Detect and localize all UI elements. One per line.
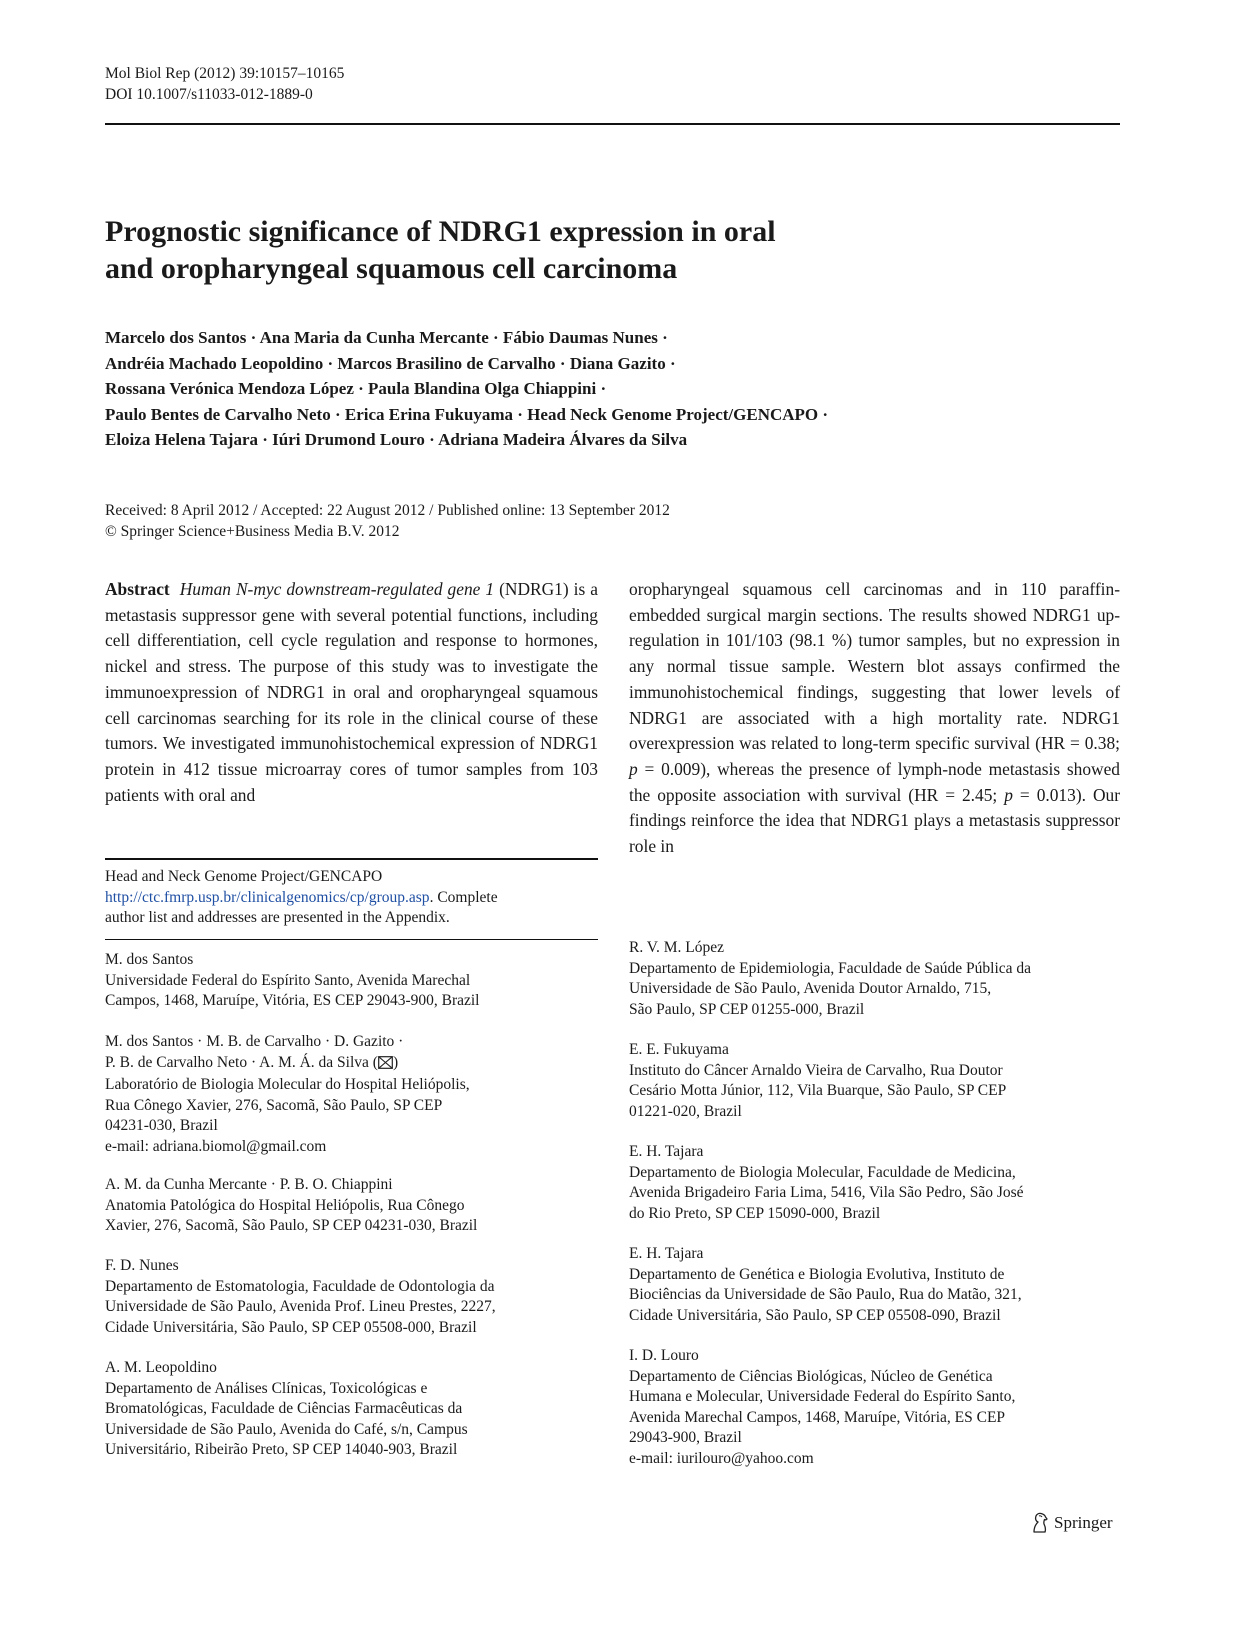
affiliation-block (629, 1244, 1120, 1326)
affiliation-line: Humana e Molecular, Universidade Federal do Espírito Santo, (629, 1388, 1016, 1406)
springer-horse-icon (1030, 1512, 1050, 1534)
affiliation-line: Departamento de Análises Clínicas, Toxicológicas e (105, 1379, 428, 1397)
affiliation-line: Cesário Motta Júnior, 112, Vila Buarque, São Paulo, SP CEP (629, 1082, 1007, 1100)
affiliation-block (105, 950, 598, 1012)
journal-header (105, 63, 344, 105)
authors-line-1: Marcelo dos Santos · Ana Maria da Cunha Mercante · Fábio Daumas Nunes · (105, 328, 668, 347)
email: e-mail: adriana.biomol@gmail.com (105, 1137, 327, 1155)
footnote-line-1: Head and Neck Genome Project/GENCAPO (105, 868, 383, 885)
footnote-rule-bottom (105, 939, 598, 940)
affiliation-line: Universidade Federal do Espírito Santo, Avenida Marechal (105, 971, 471, 989)
affiliation-line: Departamento de Ciências Biológicas, Núcleo de Genética (629, 1367, 993, 1385)
authors-line-3: Rossana Verónica Mendoza López · Paula Blandina Olga Chiappini · (105, 379, 607, 399)
affiliation-line: Universidade de São Paulo, Avenida do Café, s/n, Campus (105, 1420, 468, 1438)
affiliation-block (629, 1142, 1120, 1224)
affiliation-block (105, 1358, 598, 1461)
header-rule (105, 123, 1120, 125)
abstract-gene-name: Human N-myc downstream-regulated gene 1 (179, 579, 495, 599)
affiliation-line: Departamento de Genética e Biologia Evolutiva, Instituto de (629, 1265, 1005, 1283)
affiliation-line: Cidade Universitária, São Paulo, SP CEP 05508-090, Brazil (629, 1306, 1001, 1324)
affiliation-names: E. E. Fukuyama (629, 1041, 729, 1058)
affiliation-names: M. dos Santos · M. B. de Carvalho · D. Gazito · (105, 1033, 404, 1050)
affiliation-line: Avenida Marechal Campos, 1468, Maruípe, Vitória, ES CEP (629, 1408, 1006, 1426)
affiliation-block (105, 1032, 598, 1158)
authors-line-4: Paulo Bentes de Carvalho Neto · Erica Erina Fukuyama · Head Neck Genome Project/GENCAPO · (105, 404, 829, 424)
publisher-name: Springer (1054, 1513, 1113, 1532)
affiliation-names: A. M. da Cunha Mercante · P. B. O. Chiappini (105, 1176, 393, 1193)
affiliation-line: 01221-020, Brazil (629, 1102, 742, 1120)
p-value-symbol-2: p (1004, 784, 1013, 805)
affiliation-names: I. D. Louro (629, 1347, 699, 1364)
affiliation-line: Campos, 1468, Maruípe, Vitória, ES CEP 29043-900, Brazil (105, 992, 480, 1010)
abstract-right-text-a: oropharyngeal squamous cell carcinomas and in 110 paraffin-embedded surgical margin sections. The results showed NDRG1 up-regulation in 101/103 (98.1 %) tumor samples, but no expression in any normal tissue sample. Western blot assays confirmed the immunohistochemical findings, suggesting that lower levels of NDRG1 are associated with a high mortality rate. NDRG1 overexpression was related to long-term specific survival (HR = 0.38; (629, 579, 1120, 754)
affiliation-line: Anatomia Patológica do Hospital Heliópolis, Rua Cônego (105, 1196, 465, 1214)
affiliation-names-2: P. B. de Carvalho Neto · A. M. Á. da Silva ( ) (105, 1053, 598, 1076)
abstract-right-text-c: = 0.013). Our findings reinforce the idea that NDRG1 plays a metastasis suppressor role in (629, 784, 1120, 857)
abstract-right-column (629, 577, 1120, 860)
affiliation-names: E. H. Tajara (629, 1245, 704, 1262)
title-line-1: Prognostic significance of NDRG1 expression in oral (105, 215, 776, 248)
affiliation-names: A. M. Leopoldino (105, 1359, 217, 1376)
gencapo-link[interactable]: http://ctc.fmrp.usp.br/clinicalgenomics/cp/group.asp (105, 888, 430, 906)
affiliation-line: Rua Cônego Xavier, 276, Sacomã, São Paulo, SP CEP (105, 1096, 443, 1114)
dates-line: Received: 8 April 2012 / Accepted: 22 August 2012 / Published online: 13 September 2012 (105, 502, 670, 519)
affiliation-block (105, 1256, 598, 1338)
authors-line-2: Andréia Machado Leopoldino · Marcos Brasilino de Carvalho · Diana Gazito · (105, 353, 676, 373)
affiliation-line: Universitário, Ribeirão Preto, SP CEP 14040-903, Brazil (105, 1441, 458, 1459)
affiliation-line: Universidade de São Paulo, Avenida Prof. Lineu Prestes, 2227, (105, 1298, 496, 1316)
affiliation-line: Bromatológicas, Faculdade de Ciências Farmacêuticas da (105, 1400, 463, 1418)
affiliation-names: F. D. Nunes (105, 1257, 179, 1274)
affiliation-line: Avenida Brigadeiro Faria Lima, 5416, Vila São Pedro, São José (629, 1184, 1024, 1202)
affiliation-names: M. dos Santos (105, 951, 194, 968)
publisher-logo (1030, 1512, 1113, 1534)
title-line-2: and oropharyngeal squamous cell carcinoma (105, 252, 678, 285)
affiliation-line: São Paulo, SP CEP 01255-000, Brazil (629, 1000, 865, 1018)
paper-title (105, 213, 1105, 287)
abstract-right-text-b: = 0.009), whereas the presence of lymph-node metastasis showed the opposite association with survival (HR = 2.45; (629, 758, 1120, 805)
affiliation-line: Departamento de Estomatologia, Faculdade de Odontologia da (105, 1277, 495, 1295)
email: e-mail: iurilouro@yahoo.com (629, 1449, 814, 1467)
footnote-line-2 (105, 888, 598, 909)
copyright-line: © Springer Science+Business Media B.V. 2012 (105, 523, 400, 540)
author-list (105, 325, 828, 453)
affiliation-line: Cidade Universitária, São Paulo, SP CEP 05508-000, Brazil (105, 1318, 477, 1336)
footnote (105, 867, 598, 929)
footnote-after-link: . Complete (429, 888, 498, 906)
envelope-icon (378, 1055, 393, 1076)
affiliation-line: Universidade de São Paulo, Avenida Doutor Arnaldo, 715, (629, 980, 992, 998)
abstract-left-column (105, 577, 598, 808)
affiliation-line: Laboratório de Biologia Molecular do Hospital Heliópolis, (105, 1076, 470, 1094)
doi: DOI 10.1007/s11033-012-1889-0 (105, 86, 313, 103)
affiliation-line: do Rio Preto, SP CEP 15090-000, Brazil (629, 1204, 881, 1222)
publication-dates (105, 500, 670, 542)
abstract-label: Abstract (105, 579, 170, 599)
affiliation-block (629, 1346, 1120, 1470)
affiliation-line: Departamento de Biologia Molecular, Faculdade de Medicina, (629, 1163, 1016, 1181)
affiliation-block (105, 1175, 598, 1237)
abstract-left-text: (NDRG1) is a metastasis suppressor gene with several potential functions, including cell differentiation, cell cycle regulation and response to hormones, nickel and stress. The purpose of this study was to investigate the immunoexpression of NDRG1 in oral and oropharyngeal squamous cell carcinomas searching for its role in the clinical course of these tumors. We investigated immunohistochemical expression of NDRG1 protein in 412 tissue microarray cores of tumor samples from 103 patients with oral and (105, 579, 598, 805)
affiliation-line: Departamento de Epidemiologia, Faculdade de Saúde Pública da (629, 959, 1032, 977)
affiliation-names: E. H. Tajara (629, 1143, 704, 1160)
affiliation-line: Biociências da Universidade de São Paulo, Rua do Matão, 321, (629, 1286, 1022, 1304)
affiliation-block (629, 938, 1120, 1020)
journal-citation: Mol Biol Rep (2012) 39:10157–10165 (105, 65, 345, 82)
affiliation-block (629, 1040, 1120, 1122)
affiliation-line: Xavier, 276, Sacomã, São Paulo, SP CEP 04231-030, Brazil (105, 1217, 478, 1235)
p-value-symbol-1: p (629, 758, 638, 779)
affiliation-line: 04231-030, Brazil (105, 1117, 218, 1135)
affiliation-names: R. V. M. López (629, 939, 725, 956)
footnote-line-3: author list and addresses are presented in the Appendix. (105, 909, 450, 927)
footnote-rule-top (105, 858, 598, 860)
authors-line-5: Eloiza Helena Tajara · Iúri Drumond Louro · Adriana Madeira Álvares da Silva (105, 430, 688, 450)
affiliation-line: 29043-900, Brazil (629, 1429, 742, 1447)
affiliation-line: Instituto do Câncer Arnaldo Vieira de Carvalho, Rua Doutor (629, 1061, 1003, 1079)
